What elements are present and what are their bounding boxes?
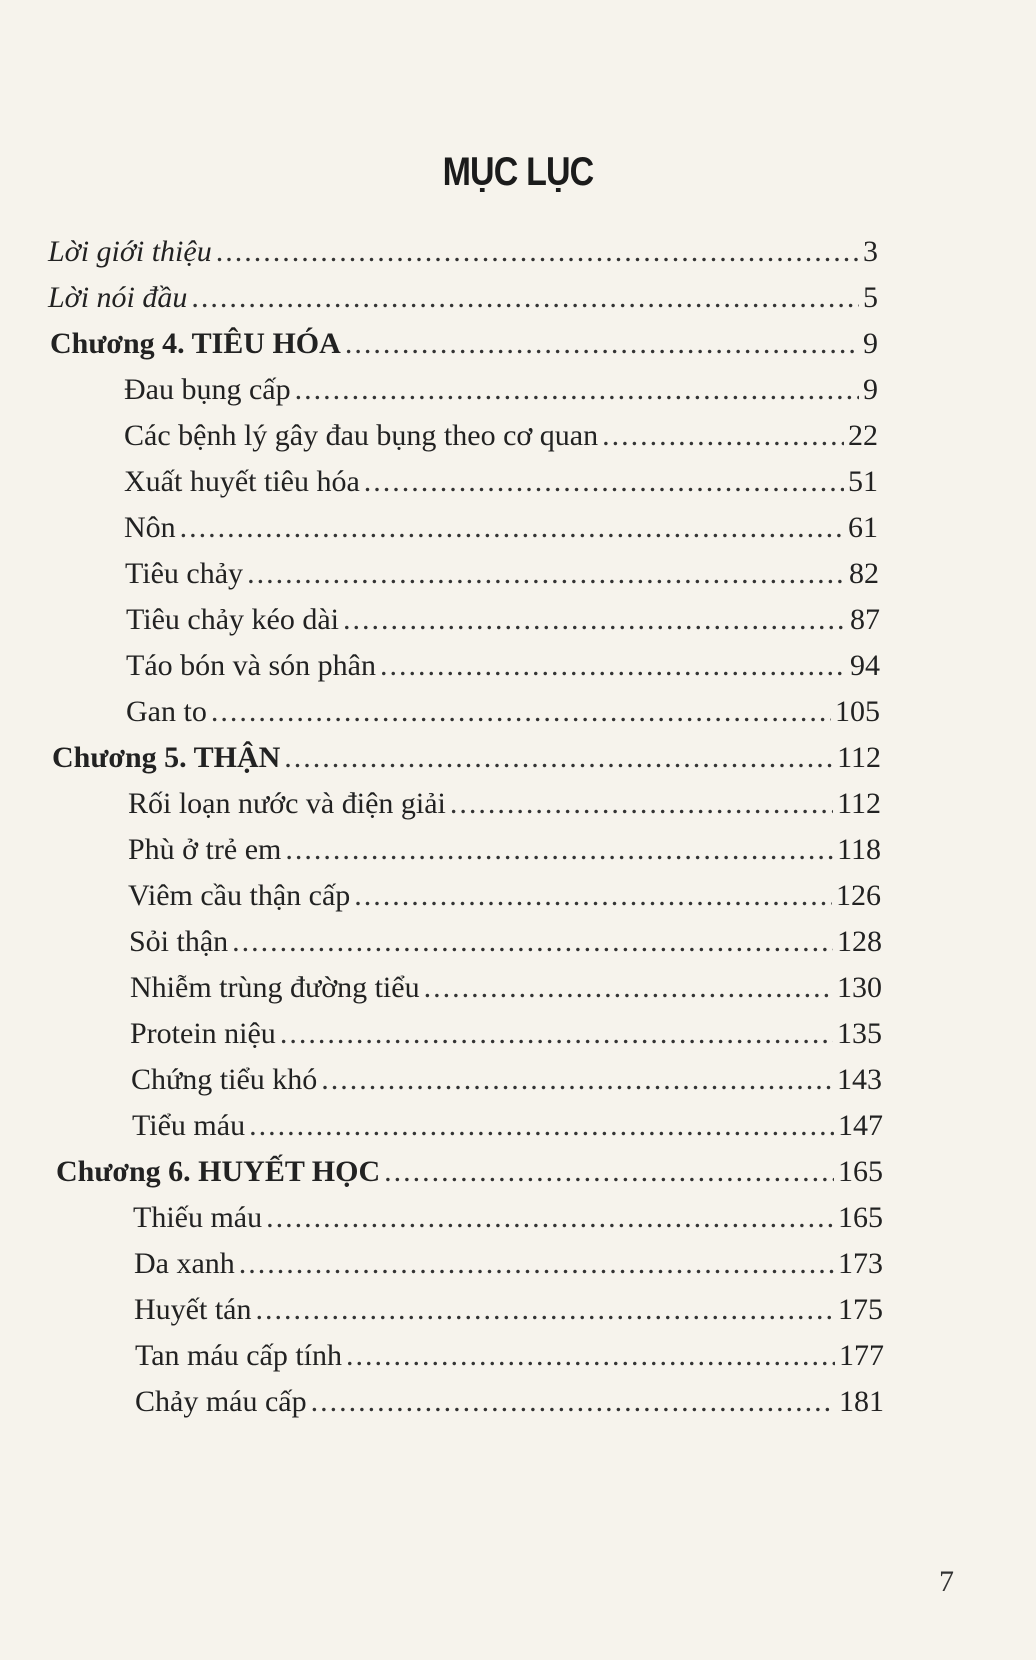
- page-title: MỤC LỤC: [442, 150, 594, 194]
- toc-entry: [129, 920, 882, 960]
- toc-entry-label: Chương 4. TIÊU HÓA: [50, 327, 341, 360]
- toc-entry-label: Nôn: [124, 511, 176, 544]
- toc-entry: [52, 736, 881, 776]
- toc-entry-label: Tiêu chảy: [125, 557, 244, 590]
- toc-entry-label: Sỏi thận: [129, 925, 229, 958]
- leader-dots: [232, 924, 833, 960]
- toc-entry: [128, 874, 881, 914]
- toc-entry: [134, 1288, 883, 1328]
- leader-dots: [191, 280, 859, 316]
- toc-entry-label: Tiểu máu: [132, 1109, 246, 1142]
- toc-entry-label: Các bệnh lý gây đau bụng theo cơ quan: [124, 419, 599, 452]
- toc-entry-page: 147: [838, 1109, 883, 1142]
- toc-entry-label: Nhiễm trùng đường tiểu: [130, 971, 420, 1004]
- toc-entry-page: 105: [835, 695, 880, 728]
- leader-dots: [424, 970, 833, 1006]
- leader-dots: [384, 1154, 834, 1190]
- toc-entry-page: 128: [837, 925, 882, 958]
- toc-entry-page: 5: [863, 281, 878, 314]
- toc-entry: [133, 1196, 883, 1236]
- toc-entry: [130, 966, 882, 1006]
- toc-entry-page: 61: [848, 511, 878, 544]
- toc-entry-page: 165: [838, 1201, 883, 1234]
- toc-entry-page: 3: [863, 235, 878, 268]
- toc-entry-label: Rối loạn nước và điện giải: [128, 787, 446, 820]
- toc-entry: [48, 276, 878, 316]
- toc-entry: [128, 828, 881, 868]
- toc-entry-page: 126: [836, 879, 881, 912]
- leader-dots: [295, 372, 859, 408]
- toc-entry-page: 177: [839, 1339, 884, 1372]
- toc-entry: [134, 1242, 883, 1282]
- leader-dots: [239, 1246, 834, 1282]
- toc-entry: [48, 230, 878, 270]
- toc-entry: [124, 460, 878, 500]
- toc-entry-label: Protein niệu: [130, 1017, 276, 1050]
- toc-entry-page: 112: [837, 741, 881, 774]
- toc-entry-page: 112: [837, 787, 881, 820]
- leader-dots: [284, 740, 833, 776]
- leader-dots: [602, 418, 844, 454]
- toc-entry: [132, 1104, 883, 1144]
- leader-dots: [380, 648, 846, 684]
- leader-dots: [247, 556, 845, 592]
- leader-dots: [249, 1108, 834, 1144]
- toc-entry-label: Tan máu cấp tính: [135, 1339, 342, 1372]
- leader-dots: [216, 234, 859, 270]
- toc-entry-label: Chứng tiểu khó: [131, 1063, 318, 1096]
- toc-entry-label: Gan to: [126, 695, 207, 728]
- leader-dots: [364, 464, 844, 500]
- toc-entry-page: 22: [848, 419, 878, 452]
- toc-entry: [124, 414, 878, 454]
- toc-entry-page: 118: [837, 833, 881, 866]
- leader-dots: [450, 786, 833, 822]
- toc-entry-page: 9: [863, 373, 878, 406]
- toc-entry-page: 130: [837, 971, 882, 1004]
- toc-entry-page: 51: [848, 465, 878, 498]
- toc-entry-label: Chương 6. HUYẾT HỌC: [56, 1155, 381, 1188]
- toc-entry-page: 143: [837, 1063, 882, 1096]
- toc-entry-label: Tiêu chảy kéo dài: [126, 603, 340, 636]
- toc-entry: [135, 1334, 884, 1374]
- toc-entry-label: Đau bụng cấp: [124, 373, 291, 406]
- toc-entry-page: 94: [850, 649, 880, 682]
- toc-entry: [130, 1012, 882, 1052]
- toc-entry: [124, 368, 878, 408]
- page-number: 7: [939, 1565, 954, 1598]
- leader-dots: [266, 1200, 834, 1236]
- leader-dots: [345, 326, 859, 362]
- toc-entry: [126, 598, 880, 638]
- toc-entry-label: Da xanh: [134, 1247, 235, 1280]
- toc-entry: [126, 644, 880, 684]
- leader-dots: [321, 1062, 833, 1098]
- toc-entry-label: Thiếu máu: [133, 1201, 263, 1234]
- leader-dots: [346, 1338, 835, 1374]
- toc-entry: [135, 1380, 884, 1420]
- leader-dots: [255, 1292, 834, 1328]
- toc-entry: [50, 322, 878, 362]
- toc-entry-label: Chảy máu cấp: [135, 1385, 307, 1418]
- toc-entry-page: 87: [850, 603, 880, 636]
- leader-dots: [211, 694, 831, 730]
- toc-entry-label: Huyết tán: [134, 1293, 252, 1326]
- toc-entry: [56, 1150, 883, 1190]
- toc-entry: [126, 690, 880, 730]
- toc-entry: [128, 782, 881, 822]
- toc-entry-label: Táo bón và són phân: [126, 649, 376, 682]
- toc-entry: [124, 506, 878, 546]
- toc-entry-page: 175: [838, 1293, 883, 1326]
- toc-entry-page: 9: [863, 327, 878, 360]
- toc-entry-page: 165: [838, 1155, 883, 1188]
- toc-entry: [131, 1058, 882, 1098]
- toc-entry-label: Lời nói đầu: [48, 281, 188, 314]
- leader-dots: [280, 1016, 833, 1052]
- toc-entry-label: Phù ở trẻ em: [128, 833, 282, 866]
- leader-dots: [180, 510, 844, 546]
- toc-entry-page: 173: [838, 1247, 883, 1280]
- leader-dots: [285, 832, 833, 868]
- leader-dots: [311, 1384, 835, 1420]
- toc-entry-label: Xuất huyết tiêu hóa: [124, 465, 360, 498]
- leader-dots: [354, 878, 832, 914]
- toc-entry-label: Chương 5. THẬN: [52, 741, 281, 774]
- toc-entry: [125, 552, 879, 592]
- toc-entry-label: Viêm cầu thận cấp: [128, 879, 351, 912]
- toc-entry-label: Lời giới thiệu: [48, 235, 212, 268]
- toc-entry-page: 181: [839, 1385, 884, 1418]
- toc-entry-page: 82: [849, 557, 879, 590]
- leader-dots: [343, 602, 846, 638]
- toc-entry-page: 135: [837, 1017, 882, 1050]
